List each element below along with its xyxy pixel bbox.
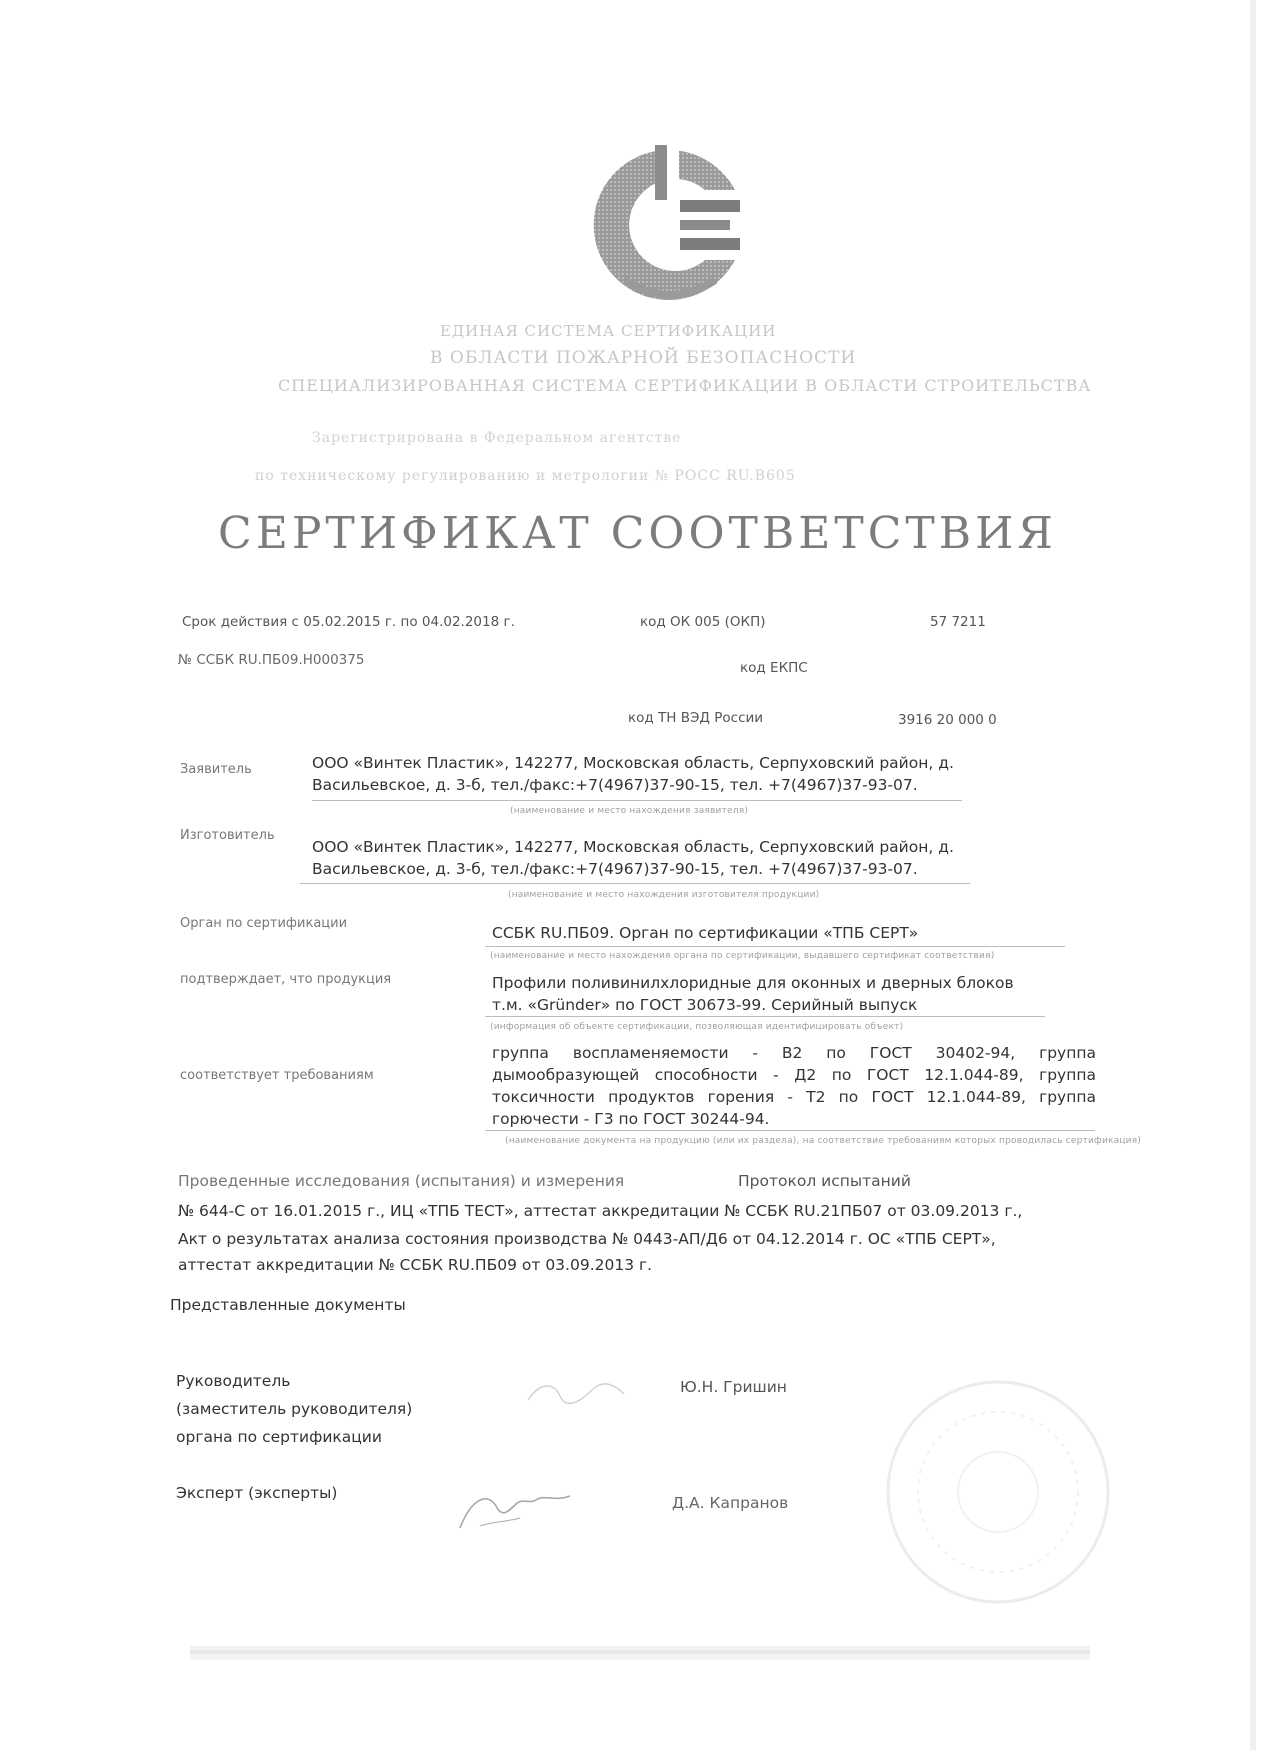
tnved-code-value: 3916 20 000 0 (898, 712, 997, 728)
expert-label: Эксперт (эксперты) (176, 1484, 338, 1502)
cert-body-underline (485, 946, 1065, 947)
expert-signature (450, 1482, 580, 1538)
tests-protocol-label: Протокол испытаний (738, 1172, 911, 1190)
header-line-2: В ОБЛАСТИ ПОЖАРНОЙ БЕЗОПАСНОСТИ (430, 348, 857, 368)
manufacturer-underline (300, 883, 970, 884)
product-label: подтверждает, что продукция (180, 972, 392, 987)
manufacturer-line-1: ООО «Винтек Пластик», 142277, Московская область, Серпуховский район, д. (312, 838, 954, 856)
requirements-line-3: токсичности продуктов горения - Т2 по ГОСТ 12.1.044-89, группа (492, 1088, 1096, 1106)
faint-seal-stamp (878, 1372, 1118, 1612)
requirements-caption: (наименование документа на продукцию (или их раздела), на соответствие требованиям которых проводилась сертификация) (505, 1136, 1142, 1146)
tnved-code-label: код ТН ВЭД России (628, 710, 764, 726)
applicant-value (312, 752, 1012, 796)
tests-label: Проведенные исследования (испытания) и измерения (178, 1172, 625, 1190)
tests-line-3: Акт о результатах анализа состояния производства № 0443-АП/Д6 от 04.12.2014 г. ОС «ТПБ СЕРТ», (178, 1230, 996, 1248)
tests-line-2: № 644-С от 16.01.2015 г., ИЦ «ТПБ ТЕСТ», аттестат аккредитации № ССБК RU.21ПБ07 от 03.09.2013 г., (178, 1202, 1023, 1220)
applicant-underline (312, 800, 962, 801)
requirements-value (492, 1042, 1096, 1130)
header-line-4: Зарегистрирована в Федеральном агентстве (312, 430, 682, 446)
product-underline (485, 1016, 1045, 1017)
okp-code-label: код ОК 005 (ОКП) (640, 614, 766, 630)
expert-name: Д.А. Капранов (672, 1494, 789, 1512)
head-label-line-1: Руководитель (176, 1372, 291, 1390)
manufacturer-value (312, 836, 1012, 880)
applicant-label: Заявитель (180, 762, 252, 777)
head-label-line-3: органа по сертификации (176, 1428, 382, 1446)
product-line-1: Профили поливинилхлоридные для оконных и дверных блоков (492, 974, 1014, 992)
head-label-line-2: (заместитель руководителя) (176, 1400, 413, 1418)
certification-emblem-logo (585, 140, 755, 310)
applicant-line-1: ООО «Винтек Пластик», 142277, Московская область, Серпуховский район, д. (312, 754, 954, 772)
head-name: Ю.Н. Гришин (680, 1378, 787, 1396)
tests-line-4: аттестат аккредитации № ССБК RU.ПБ09 от 03.09.2013 г. (178, 1256, 653, 1274)
header-line-5: по техническому регулированию и метрологии № РОСС RU.В605 (255, 468, 796, 484)
requirements-underline (485, 1130, 1095, 1131)
head-signature (520, 1372, 630, 1412)
cert-body-label: Орган по сертификации (180, 916, 348, 931)
header-line-3: СПЕЦИАЛИЗИРОВАННАЯ СИСТЕМА СЕРТИФИКАЦИИ В ОБЛАСТИ СТРОИТЕЛЬСТВА (278, 376, 1092, 395)
bottom-serial-strip (190, 1640, 1090, 1666)
page-title: СЕРТИФИКАТ СООТВЕТСТВИЯ (218, 508, 1057, 559)
requirements-line-1: группа воспламеняемости - В2 по ГОСТ 30402-94, группа (492, 1044, 1096, 1062)
certificate-number: № ССБК RU.ПБ09.Н000375 (178, 652, 365, 668)
ekps-code-label: код ЕКПС (740, 660, 808, 676)
okp-code-value: 57 7211 (930, 614, 986, 630)
requirements-label: соответствует требованиям (180, 1068, 374, 1083)
cert-body-caption: (наименование и место нахождения органа по сертификации, выдавшего сертификат соответствия) (490, 951, 995, 961)
documents-label: Представленные документы (170, 1296, 406, 1314)
requirements-line-4: горючести - Г3 по ГОСТ 30244-94. (492, 1110, 770, 1128)
product-line-2: т.м. «Gründer» по ГОСТ 30673-99. Серийный выпуск (492, 996, 918, 1014)
validity-period: Срок действия с 05.02.2015 г. по 04.02.2018 г. (182, 614, 515, 630)
applicant-caption: (наименование и место нахождения заявителя) (510, 806, 749, 816)
manufacturer-line-2: Васильевское, д. 3-б, тел./факс:+7(4967)37-90-15, тел. +7(4967)37-93-07. (312, 860, 918, 878)
header-line-1: ЕДИНАЯ СИСТЕМА СЕРТИФИКАЦИИ (440, 322, 777, 340)
manufacturer-caption: (наименование и место нахождения изготовителя продукции) (508, 890, 820, 900)
scan-edge-shadow (1250, 0, 1256, 1750)
applicant-line-2: Васильевское, д. 3-б, тел./факс:+7(4967)37-90-15, тел. +7(4967)37-93-07. (312, 776, 918, 794)
cert-body-value: ССБК RU.ПБ09. Орган по сертификации «ТПБ СЕРТ» (492, 924, 919, 942)
manufacturer-label: Изготовитель (180, 828, 275, 843)
product-value (492, 972, 1092, 1016)
requirements-line-2: дымообразующей способности - Д2 по ГОСТ 12.1.044-89, группа (492, 1066, 1096, 1084)
product-caption: (информация об объекте сертификации, позволяющая идентифицировать объект) (490, 1022, 904, 1032)
